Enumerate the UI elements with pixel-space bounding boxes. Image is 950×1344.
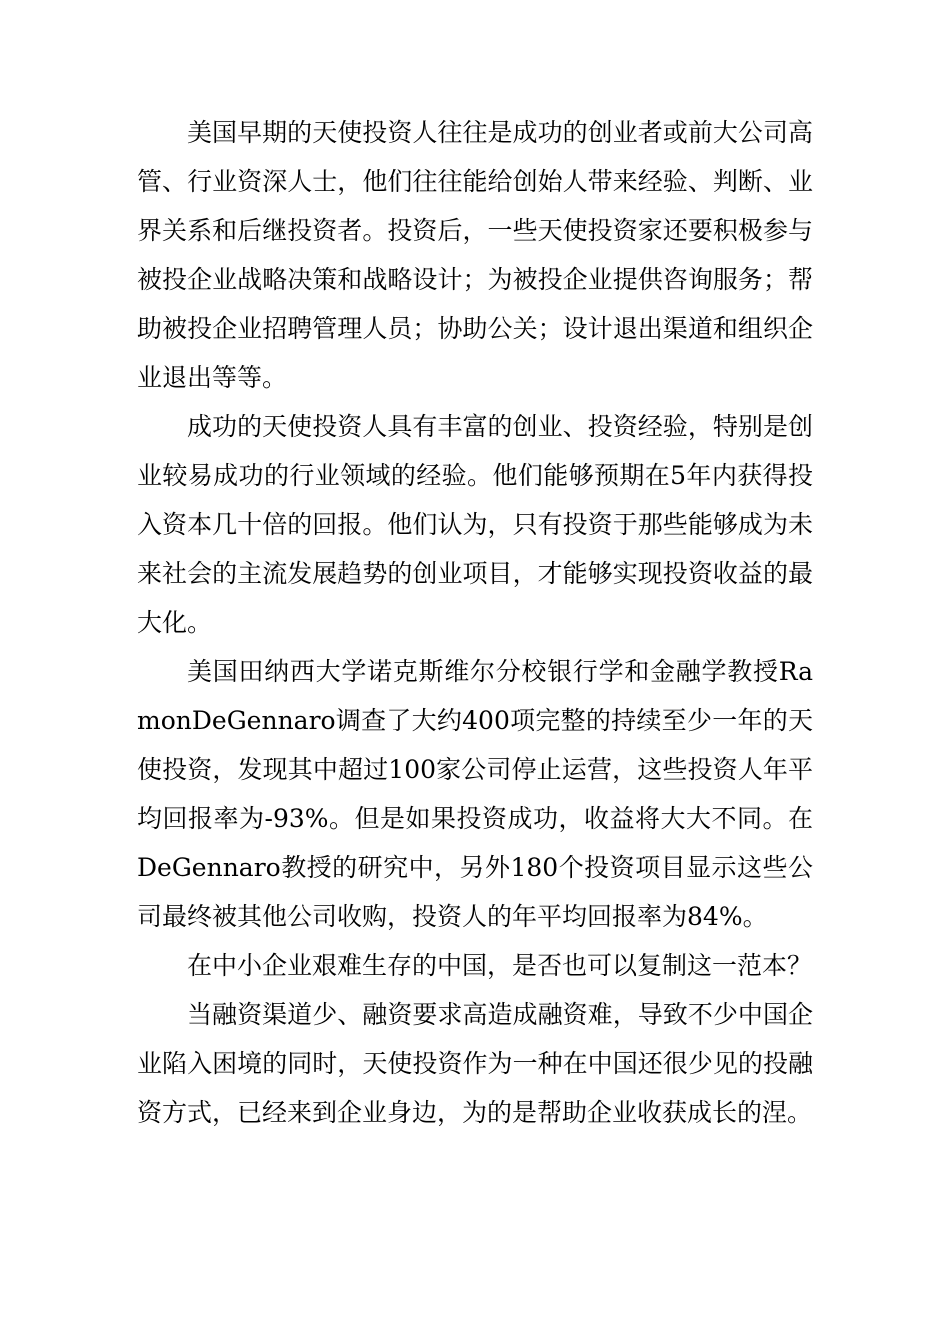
document-body (137, 108, 813, 1137)
paragraph-5: 当融资渠道少、融资要求高造成融资难，导致不少中国企业陷入困境的同时，天使投资作为一种在中国还很少见的投融资方式，已经来到企业身边，为的是帮助企业收获成长的涅。 (137, 1000, 813, 1127)
paragraph-2: 成功的天使投资人具有丰富的创业、投资经验，特别是创业较易成功的行业领域的经验。他们能够预期在5年内获得投入资本几十倍的回报。他们认为，只有投资于那些能够成为未来社会的主流发展趋势的创业项目，才能够实现投资收益的最大化。 (137, 412, 813, 637)
paragraph-4: 在中小企业艰难生存的中国，是否也可以复制这一范本？ (187, 951, 813, 980)
paragraph-3: 美国田纳西大学诺克斯维尔分校银行学和金融学教授RamonDeGennaro调查了大约400项完整的持续至少一年的天使投资，发现其中超过100家公司停止运营，这些投资人年平均回报率为-93%。但是如果投资成功，收益将大大不同。在DeGennaro教授的研究中，另外180个投资项目显示这些公司最终被其他公司收购，投资人的年平均回报率为84%。 (137, 657, 813, 931)
paragraph-1: 美国早期的天使投资人往往是成功的创业者或前大公司高管、行业资深人士，他们往往能给创始人带来经验、判断、业界关系和后继投资者。投资后，一些天使投资家还要积极参与被投企业战略决策和战略设计；为被投企业提供咨询服务；帮助被投企业招聘管理人员；协助公关；设计退出渠道和组织企业退出等等。 (137, 118, 813, 392)
